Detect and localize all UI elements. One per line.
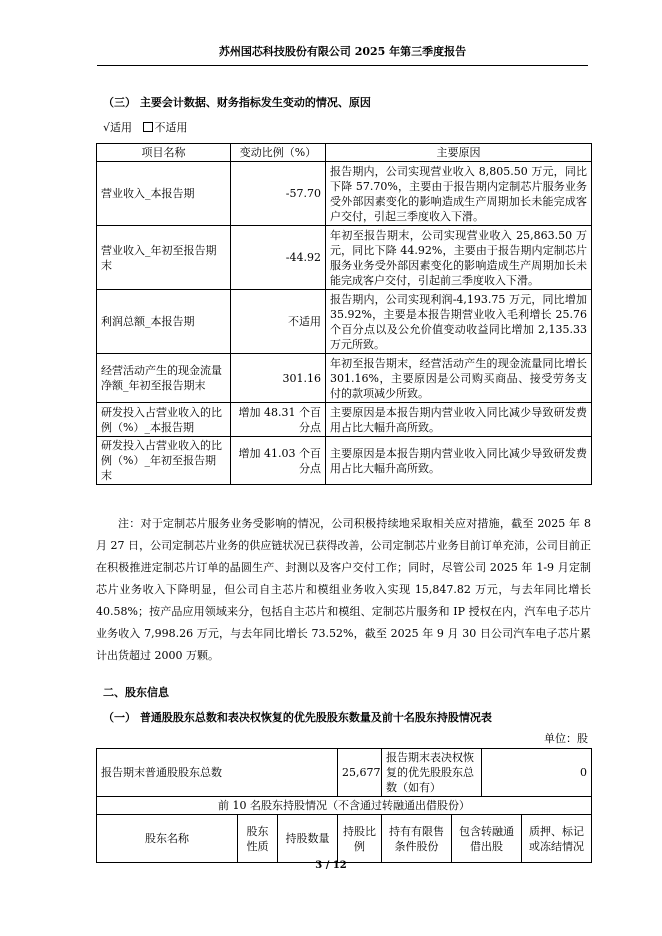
- header-reason: 主要原因: [326, 144, 592, 162]
- total-shareholders-value: 25,677: [338, 749, 382, 797]
- row-ratio: 增加 41.03 个百分点: [231, 437, 326, 485]
- col-share-count: 持股数量: [278, 815, 338, 863]
- note-paragraph: 注：对于定制芯片服务业务受影响的情况，公司积极持续地采取相关应对措施，截至 2025 年 8 月 27 日，公司定制芯片业务的供应链状况已获得改善，公司定制芯片业务目前订单充沛，公司目前正在积极推进定制芯片订单的晶圆生产、封测以及客户交付工作；同时，尽管公司 2025 年 1-9 月定制芯片业务收入下降明显，但公司自主芯片和模组业务收入实现 15,847.82 万元，与去年同比增长 40.58%；按产品应用领域来分，包括自主芯片和模组、定制芯片服务和 IP 授权在内，汽车电子芯片业务收入 7,998.26 万元，与去年同比增长 73.52%，截至 2025 年 9 月 30 日公司汽车电子芯片累计出货超过 2000 万颗。: [96, 517, 591, 662]
- col-shareholder-type: 股东性质: [238, 815, 278, 863]
- section-title-key-changes: （三） 主要会计数据、财务指标发生变动的情况、原因: [103, 96, 371, 109]
- col-share-ratio: 持股比例: [338, 815, 382, 863]
- header-ratio: 变动比例（%）: [231, 144, 326, 162]
- preferred-shareholders-label: 报告期末表决权恢复的优先股股东总数（如有）: [382, 749, 482, 797]
- subsection-title-shareholders: （一） 普通股股东总数和表决权恢复的优先股股东数量及前十名股东持股情况表: [103, 711, 492, 724]
- row-reason: 年初至报告期末，公司实现营业收入 25,863.50 万元，同比下降 44.92%，主要由于报告期内定制芯片服务业务受外部因素变化的影响造成生产周期加长未能完成客户交付，引起前三季度收入下滑。: [326, 226, 592, 290]
- col-lent-shares: 包含转融通借出股: [452, 815, 522, 863]
- top10-title: 前 10 名股东持股情况（不含通过转融通出借股份）: [97, 797, 592, 815]
- row-ratio: 增加 48.31 个百分点: [231, 403, 326, 437]
- key-changes-table: [96, 143, 592, 485]
- shareholders-table: [96, 748, 592, 863]
- preferred-shareholders-value: 0: [482, 749, 592, 797]
- row-reason: 主要原因是本报告期内营业收入同比减少导致研发费用占比大幅升高所致。: [326, 437, 592, 485]
- row-item: 营业收入_年初至报告期末: [97, 226, 231, 290]
- table-row: [97, 749, 592, 797]
- table-header-row: [97, 815, 592, 863]
- row-ratio: 301.16: [231, 354, 326, 403]
- row-reason: 报告期内，公司实现营业收入 8,805.50 万元，同比下降 57.70%，主要由于报告期内定制芯片服务业务受外部因素变化的影响造成生产周期加长未能完成客户交付，引起三季度收入下滑。: [326, 162, 592, 226]
- applicable-label: √适用: [103, 121, 133, 134]
- header-item: 项目名称: [97, 144, 231, 162]
- row-reason: 主要原因是本报告期内营业收入同比减少导致研发费用占比大幅升高所致。: [326, 403, 592, 437]
- section-title-shareholders: 二、股东信息: [103, 686, 169, 699]
- col-pledge-status: 质押、标记或冻结情况: [522, 815, 592, 863]
- checkbox-icon: [143, 122, 153, 132]
- row-item: 营业收入_本报告期: [97, 162, 231, 226]
- row-item: 利润总额_本报告期: [97, 290, 231, 354]
- row-item: 研发投入占营业收入的比例（%）_年初至报告期末: [97, 437, 231, 485]
- row-ratio: -44.92: [231, 226, 326, 290]
- row-item: 经营活动产生的现金流量净额_年初至报告期末: [97, 354, 231, 403]
- report-header: 苏州国芯科技股份有限公司 2025 年第三季度报告: [97, 44, 588, 66]
- row-ratio: -57.70: [231, 162, 326, 226]
- not-applicable-label: 不适用: [154, 121, 188, 134]
- table-row: [97, 354, 592, 403]
- page-number: 3 / 12: [315, 860, 347, 871]
- table-row: [97, 162, 592, 226]
- table-row: [97, 403, 592, 437]
- applicability-indicator: [103, 120, 188, 137]
- unit-label: 单位：股: [544, 732, 588, 745]
- col-shareholder-name: 股东名称: [97, 815, 238, 863]
- col-restricted-shares: 持有有限售条件股份: [382, 815, 452, 863]
- row-item: 研发投入占营业收入的比例（%）_本报告期: [97, 403, 231, 437]
- table-row: [97, 226, 592, 290]
- table-header-row: [97, 144, 592, 162]
- row-reason: 报告期内，公司实现利润-4,193.75 万元，同比增加 35.92%，主要是本报告期营业收入毛利增长 25.76 个百分点以及公允价值变动收益同比增加 2,135.33 万元所致。: [326, 290, 592, 354]
- table-row: [97, 290, 592, 354]
- total-shareholders-label: 报告期末普通股股东总数: [97, 749, 338, 797]
- table-row: [97, 437, 592, 485]
- table-row: [97, 797, 592, 815]
- row-reason: 年初至报告期末，经营活动产生的现金流量同比增长 301.16%，主要原因是公司购买商品、接受劳务支付的款项减少所致。: [326, 354, 592, 403]
- row-ratio: 不适用: [231, 290, 326, 354]
